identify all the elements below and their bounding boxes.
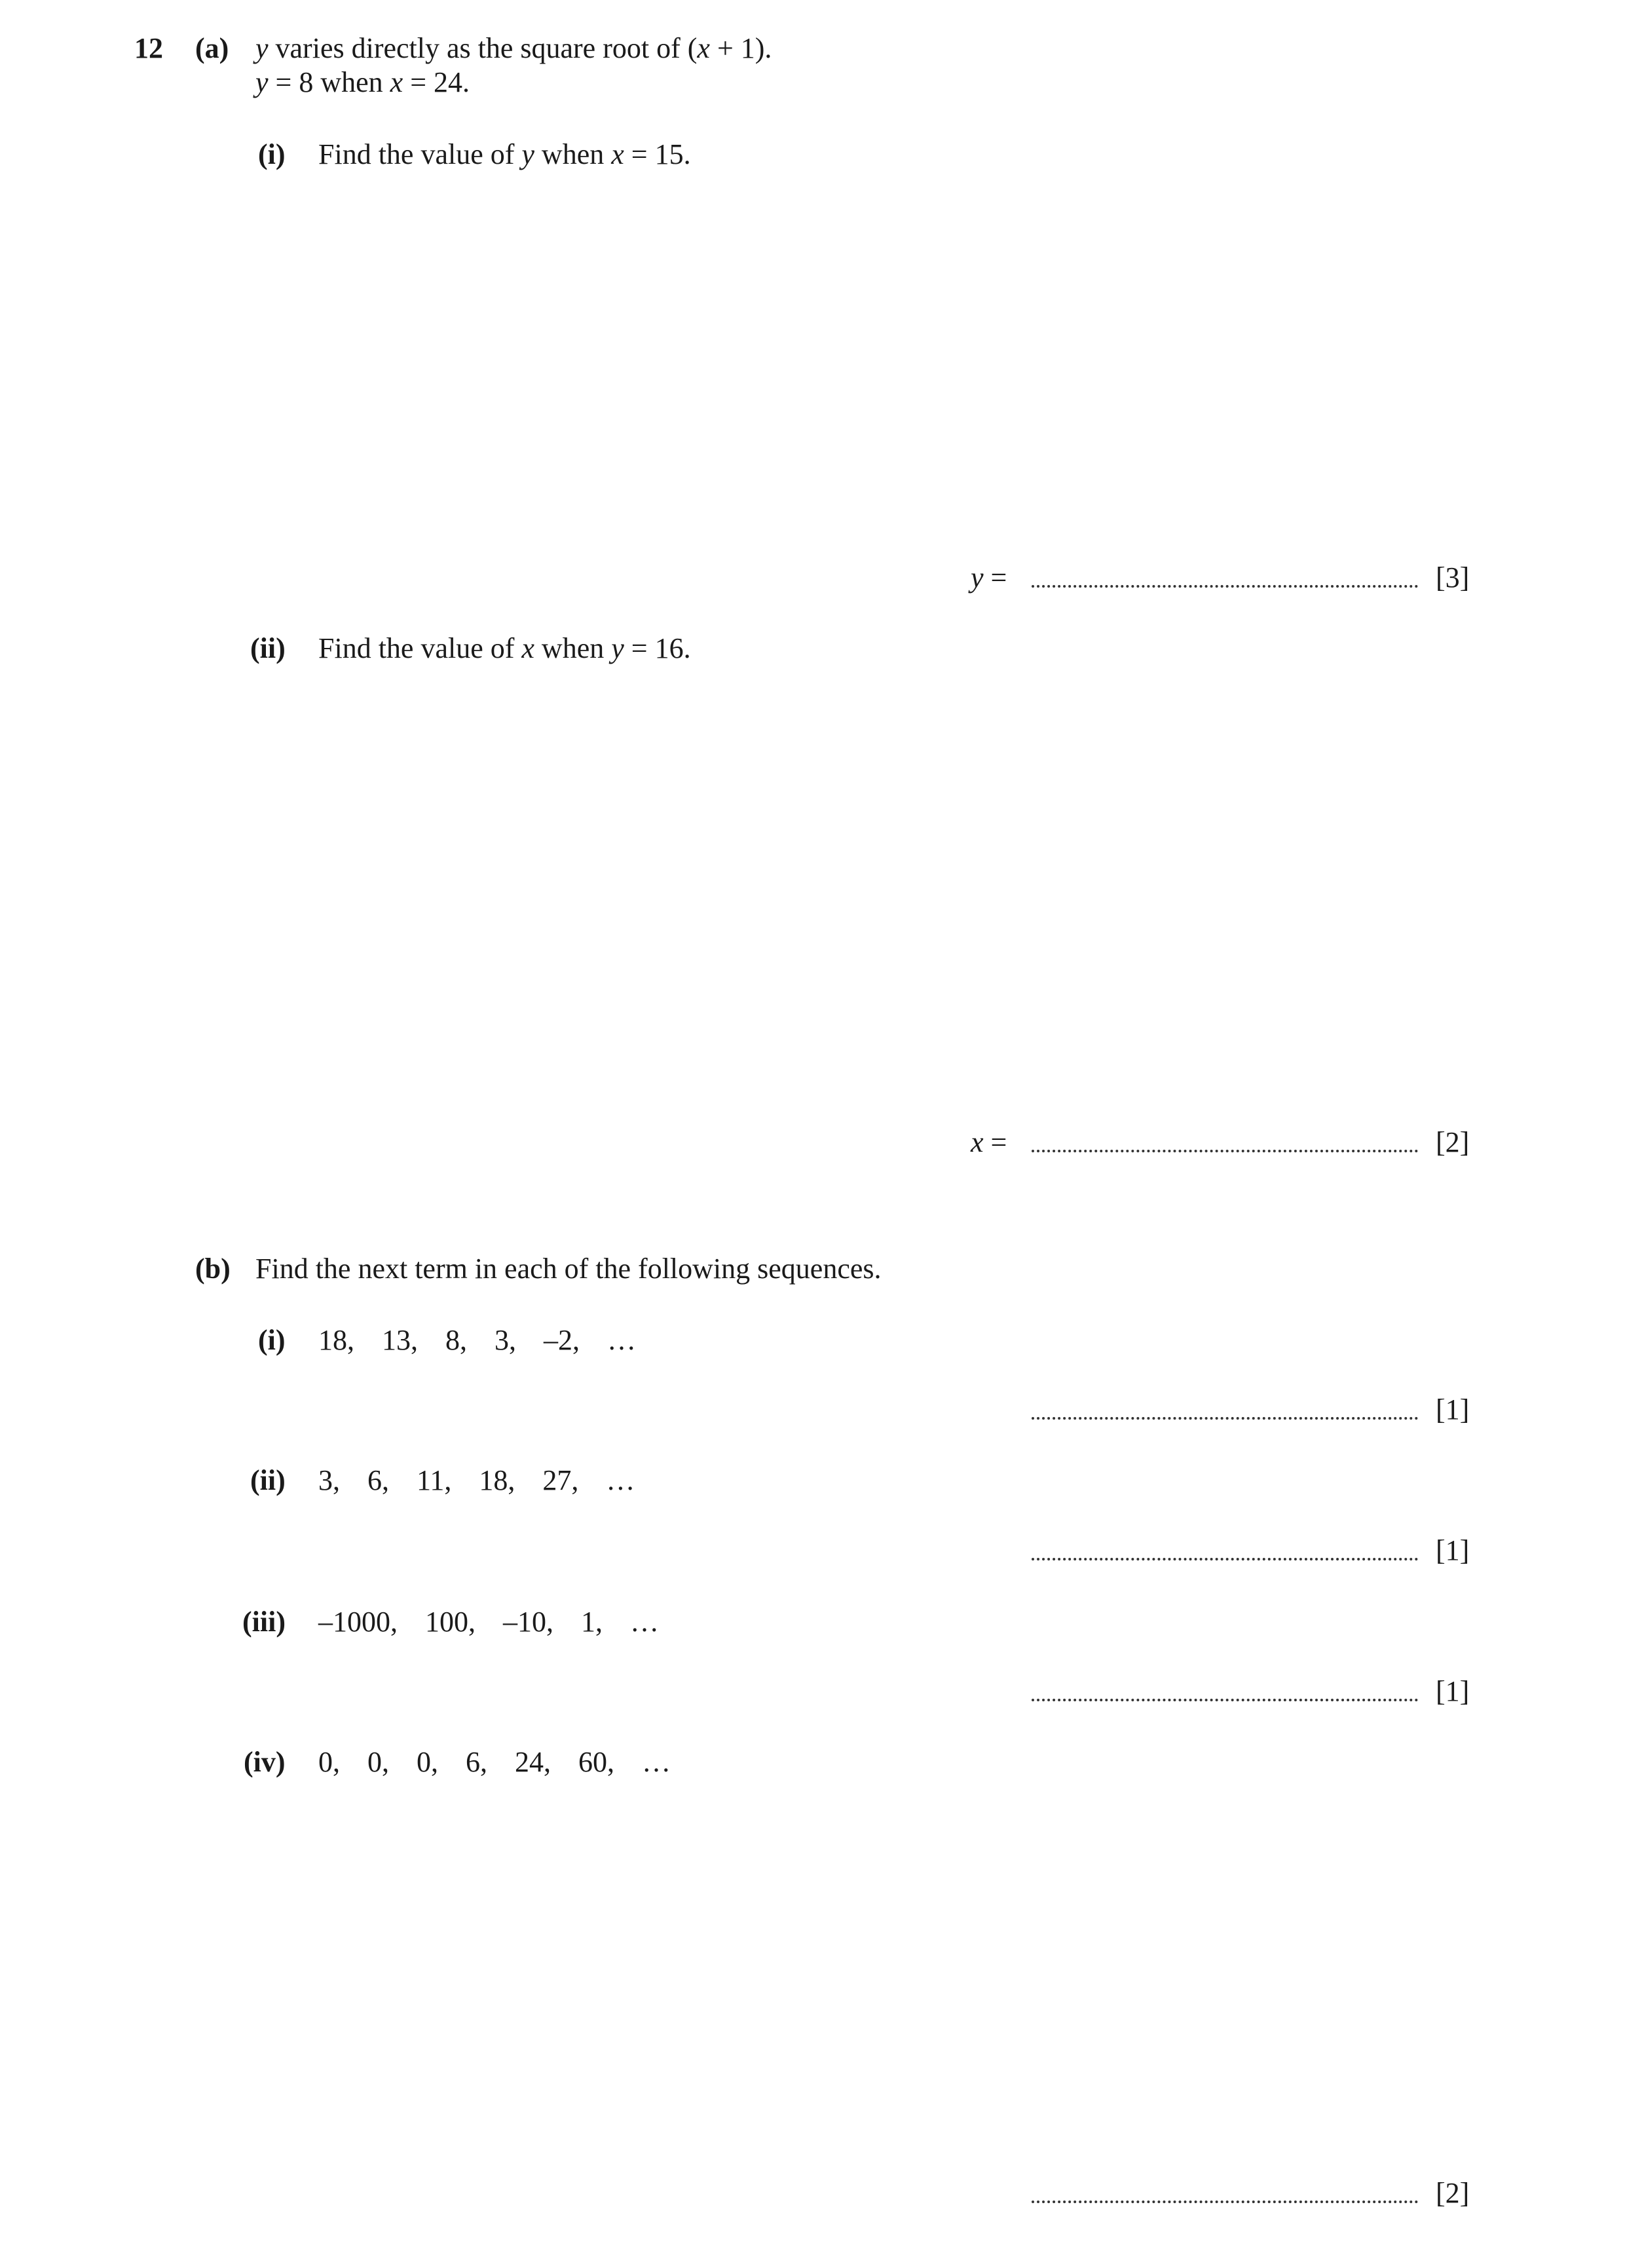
question-text: = 16. [624,632,691,664]
marks-b-ii: [1] [1436,1534,1470,1566]
var: x [521,632,534,664]
answer-field-a-i[interactable] [1032,585,1418,588]
term: 0, [367,1746,389,1778]
sub-i-question [318,140,691,169]
term: 3, [318,1464,340,1496]
statement-text-end: + 1). [709,32,772,64]
part-b-label: (b) [195,1253,231,1285]
var-x: x [697,32,710,64]
seq-ii-terms [318,1466,662,1495]
term: 27, [542,1464,579,1496]
answer-label-x [971,1128,1007,1157]
term: –2, [544,1324,580,1356]
term: 6, [466,1746,487,1778]
statement-text: varies directly as the square root of ( [268,32,698,64]
statement-text: = 8 when [268,66,390,98]
term: 18, [479,1464,515,1496]
term: 13, [382,1324,418,1356]
term: 8, [445,1324,467,1356]
term: 3, [495,1324,516,1356]
term: … [630,1606,659,1638]
var: y [521,138,534,170]
seq-iii-label: (iii) [242,1606,286,1638]
answer-eq: = [983,1126,1007,1158]
part-a-statement-line1 [255,34,772,63]
marks-b-iii: [1] [1436,1675,1470,1707]
seq-iv-terms [318,1748,698,1777]
seq-iii-terms [318,1608,686,1636]
term: … [607,1324,636,1356]
part-b-instruction: Find the next term in each of the following sequences. [255,1253,882,1285]
term: … [642,1746,671,1778]
term: 11, [417,1464,452,1496]
var: x [611,138,624,170]
term: 18, [318,1324,354,1356]
answer-field-b-iv[interactable] [1032,2201,1418,2203]
sub-ii-label: (ii) [250,632,286,664]
answer-field-b-i[interactable] [1032,1417,1418,1420]
seq-iv-label: (iv) [244,1746,286,1778]
marks-a-ii: [2] [1436,1126,1470,1158]
term: 100, [425,1606,476,1638]
question-number: 12 [134,32,163,64]
question-text: when [534,632,612,664]
var-y: y [255,66,269,98]
answer-var: x [971,1126,984,1158]
var: y [611,632,624,664]
seq-ii-label: (ii) [250,1464,286,1496]
term: … [606,1464,635,1496]
question-text: Find the value of [318,138,522,170]
seq-i-label: (i) [258,1324,286,1356]
term: –10, [503,1606,553,1638]
part-a-label: (a) [195,32,229,64]
statement-text-end: = 24. [403,66,470,98]
term: 1, [581,1606,603,1638]
marks-a-i: [3] [1436,561,1470,594]
question-text: = 15. [624,138,691,170]
term: 0, [417,1746,438,1778]
seq-i-terms [318,1326,663,1355]
question-text: when [534,138,612,170]
answer-eq: = [983,561,1007,594]
sub-ii-question [318,634,691,663]
answer-var: y [971,561,984,594]
term: 24, [515,1746,551,1778]
answer-field-b-iii[interactable] [1032,1699,1418,1701]
marks-b-i: [1] [1436,1393,1470,1426]
term: 6, [367,1464,389,1496]
var-x: x [390,66,403,98]
question-text: Find the value of [318,632,522,664]
var-y: y [255,32,269,64]
term: 0, [318,1746,340,1778]
marks-b-iv: [2] [1436,2177,1470,2209]
term: –1000, [318,1606,398,1638]
sub-i-label: (i) [258,138,286,170]
answer-label-y [971,563,1007,592]
term: 60, [578,1746,614,1778]
answer-field-a-ii[interactable] [1032,1150,1418,1152]
part-a-statement-line2 [255,68,470,97]
answer-field-b-ii[interactable] [1032,1558,1418,1560]
